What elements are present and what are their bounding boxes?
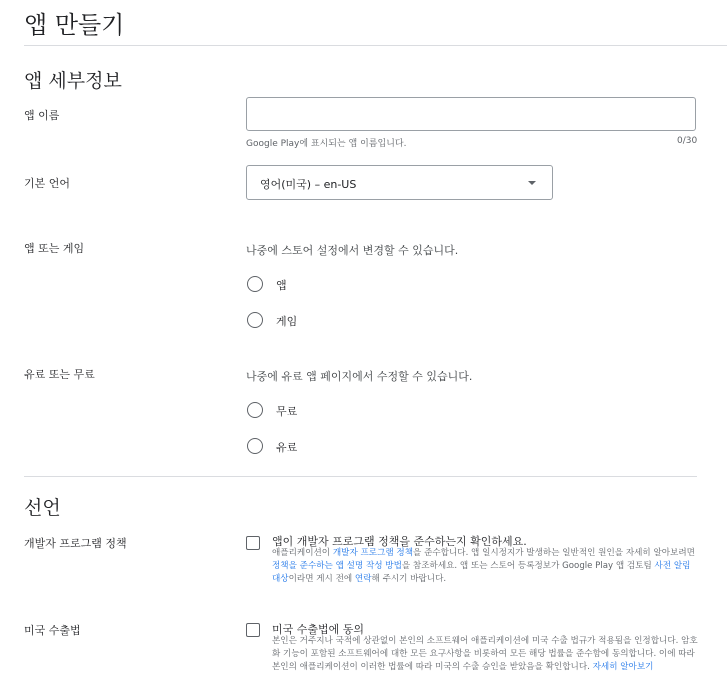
- radio-label-app: 앱: [276, 279, 287, 292]
- developer-program-policy-link[interactable]: 개발자 프로그램 정책: [332, 548, 414, 558]
- export-law-label: 미국 수출법: [24, 624, 81, 637]
- free-or-paid-hint: 나중에 유료 앱 페이지에서 수정할 수 있습니다.: [246, 370, 473, 383]
- section-divider: [24, 476, 697, 477]
- header-divider: [24, 45, 727, 46]
- radio-label-game: 게임: [276, 315, 298, 328]
- export-law-checkbox[interactable]: [246, 623, 260, 637]
- page-title: 앱 만들기: [24, 11, 125, 39]
- default-language-select[interactable]: [246, 165, 553, 200]
- free-or-paid-label: 유료 또는 무료: [24, 368, 95, 381]
- app-name-input[interactable]: [247, 98, 695, 130]
- app-name-label: 앱 이름: [24, 109, 60, 122]
- policy-compliant-description-link[interactable]: 정책을 준수하는 앱 설명 작성 방법: [272, 561, 402, 571]
- app-or-game-hint: 나중에 스토어 설정에서 변경할 수 있습니다.: [246, 244, 459, 257]
- dropdown-arrow-icon: [528, 181, 536, 185]
- section-title-declarations: 선언: [24, 497, 61, 519]
- radio-paid[interactable]: [247, 438, 263, 454]
- radio-app[interactable]: [247, 276, 263, 292]
- radio-free[interactable]: [247, 402, 263, 418]
- developer-policy-checkbox[interactable]: [246, 536, 260, 550]
- learn-more-link[interactable]: 자세히 알아보기: [592, 662, 654, 672]
- developer-policy-checkbox-label: 앱이 개발자 프로그램 정책을 준수하는지 확인하세요.: [272, 535, 527, 548]
- radio-label-free: 무료: [276, 405, 298, 418]
- developer-policy-label: 개발자 프로그램 정책: [24, 537, 127, 550]
- section-title-app-details: 앱 세부정보: [24, 70, 122, 92]
- app-name-field[interactable]: [246, 97, 696, 131]
- export-law-checkbox-label: 미국 수출법에 동의: [272, 623, 365, 636]
- contact-link[interactable]: 연락: [354, 574, 372, 584]
- default-language-label: 기본 언어: [24, 177, 71, 190]
- export-law-description: 본인은 거주지나 국적에 상관없이 본인의 소프트웨어 애플리케이션에 미국 수출 법규가 적용됨을 인정합니다. 암호화 기능이 포함된 소프트웨어에 대한 모든 요구사항을 비롯하여 모든 해당 법률을 준수함에 동의합니다. 이에 따라 본인의 애플리케이션이 이러한 법률에 따라 미국의 수출 승인을 받았음을 확인합니다. 자세히 알아보기: [272, 636, 698, 672]
- radio-game[interactable]: [247, 312, 263, 328]
- app-name-helper: Google Play에 표시되는 앱 이름입니다.: [246, 139, 407, 149]
- default-language-value: 영어(미국) – en-US: [260, 178, 357, 191]
- developer-policy-description: 애플리케이션이 개발자 프로그램 정책을 준수합니다. 앱 일시정지가 발생하는 일반적인 원인을 자세히 알아보려면 정책을 준수하는 앱 설명 작성 방법을 참조하세요. 앱 또는 스토어 등록정보가 Google Play 앱 검토팀 사전 알림 대상이라면 게시 전에 연락해 주시기 바랍니다.: [272, 548, 695, 584]
- app-name-counter: 0/30: [677, 136, 698, 146]
- radio-label-paid: 유료: [276, 441, 298, 454]
- pre-notification-link[interactable]: 사전 알림 대상: [272, 561, 691, 584]
- app-or-game-label: 앱 또는 게임: [24, 242, 85, 255]
